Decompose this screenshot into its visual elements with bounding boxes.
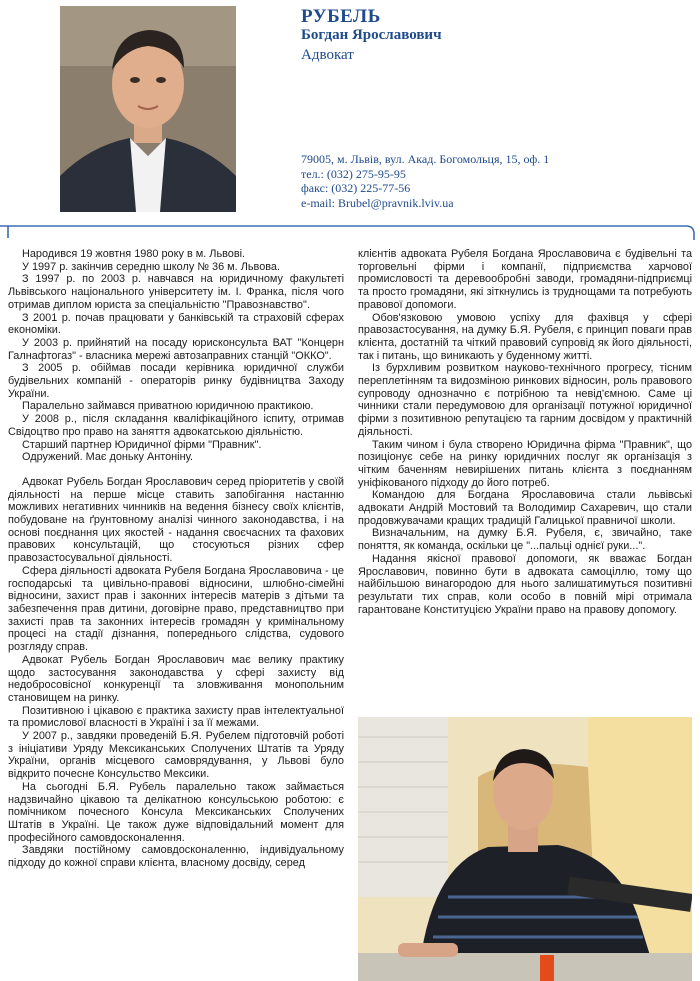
paragraph: На сьогодні Б.Я. Рубель паралельно також займається надзвичайно цікавою та делікатною консульською роботою: є помічником почесного Консула Мексиканських Сполучених Штатів в Україні. Це також дуже відповідальний момент для професійного самовдосконалення. xyxy=(8,780,344,844)
paragraph: клієнтів адвоката Рубеля Богдана Ярославовича є будівельні та торговельні фірми і компанії, підприємства харчової промисловості та деревообробні заводи, громадяни-підприємці та просто громадяни, які зіткнулись із труднощами та потребують правової допомоги. xyxy=(358,248,692,311)
paragraph: Обов'язковою умовою успіху для фахівця у сфері правозастосування, на думку Б.Я. Рубеля, є принцип поваги прав клієнта, достатній та чіткий правовий супровід як його діяльності, так і питань, що виникають у буденному житті. xyxy=(358,311,692,362)
paragraph: Позитивною і цікавою є практика захисту прав інтелектуальної та промислової власності в Україні і за її межами. xyxy=(8,704,344,730)
paragraph: Сфера діяльності адвоката Рубеля Богдана Ярославовича - це господарські та цивільно-правові відносини, шлюбно-сімейні відносини, захист прав і законних інтересів матерів з дітьми та забезпечення прав дитини, договірне право, представництво при захисті прав та законних інтересів громадян у кримінальному процесі на стадії дізнання, попереднього слідства, судового розгляду справ. xyxy=(8,564,344,654)
phone-text: тел.: (032) 275-95-95 xyxy=(301,166,406,181)
paragraph: Надання якісної правової допомоги, як вважає Богдан Ярославович, повинно бути в адвоката самоціллю, тому що найбільшою винагородою для нього залишатимуться позитивні результати тих справ, коли особо в повній мірі отримала гарантоване Конституцією України право на правову допомогу. xyxy=(358,552,692,616)
paragraph: Адвокат Рубель Богдан Ярославович має велику практику щодо застосування законодавства у сфері захисту від недобросовісної конкуренції та зловживання монопольним становищем на ринку. xyxy=(8,653,344,704)
given-names-heading: Богдан Ярославович xyxy=(301,27,442,43)
paragraph: З 2001 р. почав працювати у банківській та страховій сферах економіки. xyxy=(8,311,344,337)
fax-text: факс: (032) 225-77-56 xyxy=(301,181,411,195)
paragraph: З 2005 р. обіймав посади керівника юридичної служби будівельних компаній - операторів ринку будівництва Заходу України. xyxy=(8,362,344,400)
role-title: Адвокат xyxy=(301,47,354,63)
paragraph: Одружений. Має доньку Антоніну. xyxy=(22,451,193,464)
office-photo xyxy=(358,717,692,981)
email-link[interactable]: e-mail: Brubel@pravnik.lviv.ua xyxy=(301,195,454,210)
paragraph: У 1997 р. закінчив середню школу № 36 м. Львова. xyxy=(22,260,281,273)
paragraph: У 2003 р. прийнятий на посаду юрисконсульта ВАТ "Концерн Галнафтогаз" - власника мережі автозаправних станцій "ОККО". xyxy=(8,336,344,362)
paragraph: Старший партнер Юридичної фірми "Правник". xyxy=(22,438,262,451)
paragraph: Завдяки постійному самовдосконаленню, індивідуальному підходу до кожної справи клієнта, власному досвіду, серед xyxy=(8,844,344,870)
paragraph: Народився 19 жовтня 1980 року в м. Львові. xyxy=(22,248,246,260)
surname-heading: РУБЕЛЬ xyxy=(301,6,381,27)
paragraph: Визначальним, на думку Б.Я. Рубеля, є, звичайно, таке поняття, як команда, оскільки це "...пальці однієї руки...". xyxy=(358,527,692,553)
paragraph: Командою для Богдана Ярославовича стали львівські адвокати Андрій Мостовий та Володимир Сахаревич, що стали продовжувачами кращих традицій Галицької правничої школи. xyxy=(358,489,692,527)
address-text: 79005, м. Львів, вул. Акад. Богомольця, 15, оф. 1 xyxy=(301,152,550,166)
paragraph: У 2007 р., завдяки проведеній Б.Я. Рубелем підготовчій роботі з ініціативи Уряду Мексиканських Сполучених Штатів та Уряду України, органів місцевого самоврядування, у Львові було відкрито почесне Консульство Мексики. xyxy=(8,730,344,781)
paragraph: Із бурхливим розвитком науково-технічного прогресу, тісним переплетінням та видозміною ринкових відносин, роль правового супроводу однозначно є потрібною та невід'ємною. Саме ці чинники стали передумовою для організації потужної юридичної фірми з позитивною репутацією та гарним досвідом у практичній діяльності. xyxy=(358,362,692,438)
office-illustration xyxy=(358,717,692,981)
paragraph: У 2008 р., після складання кваліфікаційного іспиту, отримав Свідоцтво про право на заняття адвокатською діяльністю. xyxy=(8,413,344,438)
contact-block xyxy=(301,152,549,210)
header-divider xyxy=(0,224,700,240)
paragraph: Таким чином і була створено Юридична фірма "Правник", що позиціонує себе на ринку юридичних послуг як організація з чітким баченням невирішених питань клієнта з поєднанням уніфікованого підходу до його потреб. xyxy=(358,438,692,489)
biography-right-column xyxy=(358,248,692,616)
portrait-illustration xyxy=(60,6,236,212)
biography-left-column xyxy=(8,248,344,870)
paragraph: Паралельно займався приватною юридичною практикою. xyxy=(22,400,314,413)
paragraph: Адвокат Рубель Богдан Ярославович серед пріоритетів у своїй діяльності на перше місце ставить запобігання настанню можливих негативних чинників на ведення бізнесу своїх клієнтів, побудоване на ґрунтовному аналізі чинного законодавства, і на основі поєднання цих якостей - надання своєчасних та фахових правових консультацій, що стосуються різних сфер правозастосувальної діяльності. xyxy=(8,475,344,565)
portrait-photo xyxy=(60,6,236,212)
paragraph: З 1997 р. по 2003 р. навчався на юридичному факультеті Львівського національного університету ім. І. Франка, після чого отримав диплом юриста за спеціальністю "Правознавство". xyxy=(8,273,344,311)
